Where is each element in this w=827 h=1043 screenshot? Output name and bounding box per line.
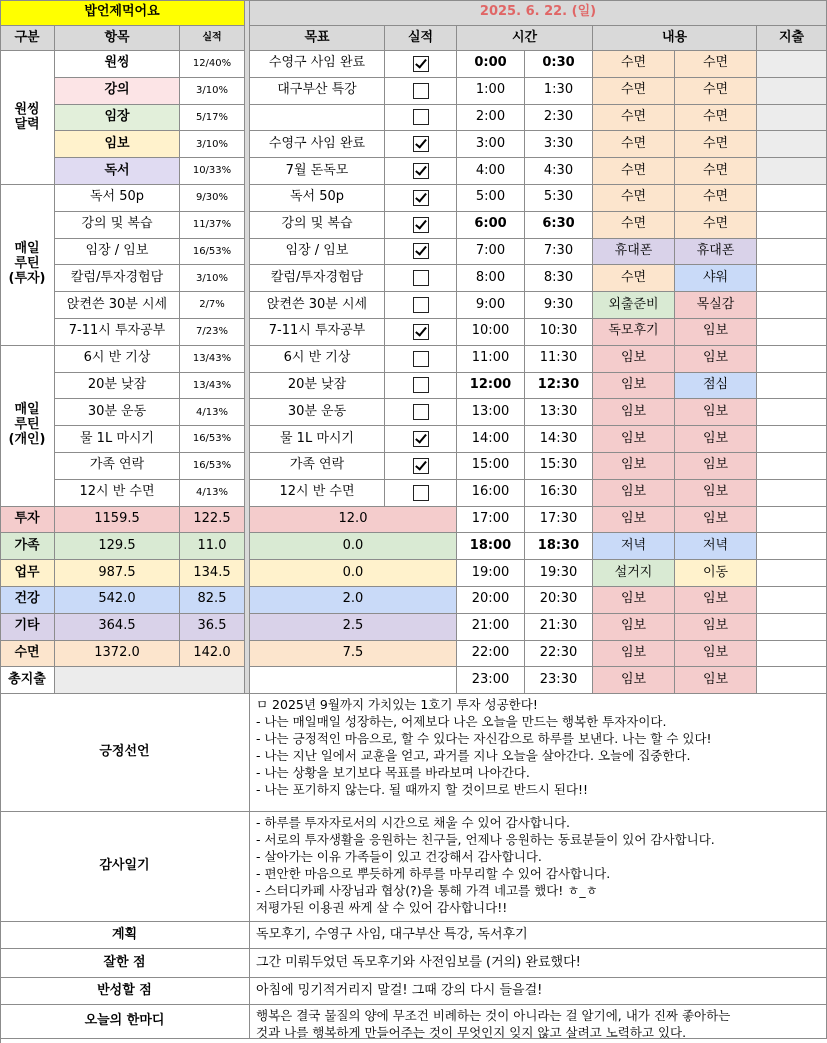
section-body (250, 812, 827, 922)
expense-cell (757, 399, 827, 426)
activity-second-half: 임보 (675, 614, 757, 641)
section-line: - 하루를 투자자로서의 시간으로 채울 수 있어 감사합니다. (256, 815, 571, 831)
item-name: 원씽 (55, 51, 180, 78)
activity-second-half: 수면 (675, 158, 757, 185)
item-name: 앉켠쓴 30분 시세 (55, 292, 180, 319)
header-expense: 지출 (757, 26, 827, 51)
total-cumulative: 1372.0 (55, 641, 180, 668)
time-end: 19:30 (525, 560, 593, 587)
total-month: 82.5 (180, 587, 245, 614)
expense-cell (757, 131, 827, 158)
activity-second-half: 수면 (675, 212, 757, 239)
expense-cell (757, 212, 827, 239)
time-start: 0:00 (457, 51, 525, 78)
time-start: 16:00 (457, 480, 525, 507)
item-progress: 12/40% (180, 51, 245, 78)
time-start: 12:00 (457, 373, 525, 400)
time-end: 0:30 (525, 51, 593, 78)
section-body (250, 694, 827, 812)
goal-text (250, 105, 385, 132)
goal-text: 임장 / 임보 (250, 239, 385, 266)
total-cumulative: 364.5 (55, 614, 180, 641)
total-expense-value (55, 667, 245, 694)
time-end: 17:30 (525, 507, 593, 534)
total-today: 2.0 (250, 587, 457, 614)
expense-cell (757, 560, 827, 587)
group-label: 원씽 달력 (0, 51, 55, 185)
time-start: 4:00 (457, 158, 525, 185)
item-progress: 2/7% (180, 292, 245, 319)
activity-first-half: 임보 (593, 426, 675, 453)
goal-checkbox[interactable] (385, 346, 457, 373)
time-end: 11:30 (525, 346, 593, 373)
activity-first-half: 수면 (593, 51, 675, 78)
item-name: 강의 (55, 78, 180, 105)
item-name: 6시 반 기상 (55, 346, 180, 373)
checkbox-icon[interactable] (413, 485, 429, 501)
item-progress: 16/53% (180, 453, 245, 480)
goal-checkbox[interactable] (385, 239, 457, 266)
time-start: 11:00 (457, 346, 525, 373)
item-name: 임장 / 임보 (55, 239, 180, 266)
total-cumulative: 1159.5 (55, 507, 180, 534)
time-end: 16:30 (525, 480, 593, 507)
header-time: 시간 (457, 26, 593, 51)
item-name: 임장 (55, 105, 180, 132)
checkbox-icon[interactable] (413, 163, 429, 179)
time-end: 12:30 (525, 373, 593, 400)
activity-second-half: 수면 (675, 78, 757, 105)
time-start: 19:00 (457, 560, 525, 587)
time-start: 1:00 (457, 78, 525, 105)
goal-checkbox[interactable] (385, 480, 457, 507)
time-end: 7:30 (525, 239, 593, 266)
activity-first-half: 외출준비 (593, 292, 675, 319)
section-line: - 나는 긍정적인 마음으로, 할 수 있다는 자신감으로 하루를 보낸다. 나는 할 수 있다! (256, 731, 712, 747)
time-start: 22:00 (457, 641, 525, 668)
goal-text: 6시 반 기상 (250, 346, 385, 373)
checkbox-icon[interactable] (413, 243, 429, 259)
total-today: 2.5 (250, 614, 457, 641)
total-today: 0.0 (250, 560, 457, 587)
activity-first-half: 임보 (593, 641, 675, 668)
goal-text: 물 1L 마시기 (250, 426, 385, 453)
section-line: - 스터디카페 사장님과 협상(?)을 통해 가격 네고를 했다! ㅎ_ㅎ (256, 883, 598, 899)
expense-cell (757, 239, 827, 266)
checkbox-icon[interactable] (413, 270, 429, 286)
item-progress: 4/13% (180, 399, 245, 426)
item-name: 임보 (55, 131, 180, 158)
section-label: 계획 (0, 922, 250, 949)
time-start: 2:00 (457, 105, 525, 132)
section-line: 행복은 결국 물질의 양에 무조건 비례하는 것이 아니라는 걸 알기에, 내가 진짜 좋아하는 (256, 1008, 731, 1024)
activity-first-half: 수면 (593, 265, 675, 292)
total-month: 142.0 (180, 641, 245, 668)
total-month: 11.0 (180, 533, 245, 560)
total-label: 건강 (0, 587, 55, 614)
section-body: 아침에 밍기적거리지 말걸! 그때 강의 다시 들을걸! (250, 978, 827, 1005)
item-name: 20분 낮잠 (55, 373, 180, 400)
goal-checkbox[interactable] (385, 158, 457, 185)
time-end: 10:30 (525, 319, 593, 346)
total-label: 업무 (0, 560, 55, 587)
item-progress: 10/33% (180, 158, 245, 185)
time-end: 9:30 (525, 292, 593, 319)
group-label: 매일 루틴 (개인) (0, 346, 55, 507)
activity-first-half: 수면 (593, 212, 675, 239)
item-name: 독서 (55, 158, 180, 185)
section-label: 긍정선언 (0, 694, 250, 812)
time-end: 21:30 (525, 614, 593, 641)
header-category: 구분 (0, 26, 55, 51)
activity-first-half: 수면 (593, 158, 675, 185)
goal-text: 앉켠쓴 30분 시세 (250, 292, 385, 319)
item-progress: 5/17% (180, 105, 245, 132)
expense-cell (757, 507, 827, 534)
time-end: 5:30 (525, 185, 593, 212)
goal-checkbox[interactable] (385, 453, 457, 480)
goal-checkbox[interactable] (385, 105, 457, 132)
time-start: 5:00 (457, 185, 525, 212)
time-start: 7:00 (457, 239, 525, 266)
expense-cell (757, 587, 827, 614)
goal-checkbox[interactable] (385, 51, 457, 78)
checkbox-icon[interactable] (413, 109, 429, 125)
activity-second-half: 임보 (675, 399, 757, 426)
time-start: 10:00 (457, 319, 525, 346)
total-month: 134.5 (180, 560, 245, 587)
header-goal: 목표 (250, 26, 385, 51)
activity-first-half: 독모후기 (593, 319, 675, 346)
activity-first-half: 수면 (593, 131, 675, 158)
total-label: 수면 (0, 641, 55, 668)
goal-checkbox[interactable] (385, 212, 457, 239)
total-today: 7.5 (250, 641, 457, 668)
total-cumulative: 129.5 (55, 533, 180, 560)
expense-cell (757, 480, 827, 507)
item-name: 7-11시 투자공부 (55, 319, 180, 346)
item-progress: 16/53% (180, 239, 245, 266)
activity-second-half: 수면 (675, 105, 757, 132)
total-today: 0.0 (250, 533, 457, 560)
expense-cell (757, 51, 827, 78)
section-line: - 서로의 투자생활을 응원하는 친구들, 언제나 응원하는 동료분들이 있어 감사합니다. (256, 832, 715, 848)
activity-second-half: 이동 (675, 560, 757, 587)
time-start: 9:00 (457, 292, 525, 319)
expense-cell (757, 641, 827, 668)
activity-first-half: 임보 (593, 480, 675, 507)
section-line: ㅁ 2025년 9월까지 가치있는 1호기 투자 성공한다! (256, 697, 538, 713)
expense-cell (757, 265, 827, 292)
total-label: 가족 (0, 533, 55, 560)
activity-first-half: 수면 (593, 78, 675, 105)
section-line: 저평가된 이용권 싸게 살 수 있어 감사합니다!! (256, 900, 508, 916)
goal-text: 가족 연락 (250, 453, 385, 480)
sheet-title: 밥언제먹어요 (0, 0, 245, 26)
item-name: 가족 연락 (55, 453, 180, 480)
activity-first-half: 임보 (593, 667, 675, 694)
expense-cell (757, 426, 827, 453)
item-name: 강의 및 복습 (55, 212, 180, 239)
goal-checkbox[interactable] (385, 399, 457, 426)
activity-first-half: 휴대폰 (593, 239, 675, 266)
checkbox-icon[interactable] (413, 56, 429, 72)
section-line: 것과 나를 행복하게 만들어주는 것이 무엇인지 잊지 않고 살려고 노력하고 있다. (256, 1025, 687, 1040)
goal-checkbox[interactable] (385, 426, 457, 453)
item-progress: 13/43% (180, 373, 245, 400)
goal-checkbox[interactable] (385, 78, 457, 105)
goal-text: 대구부산 특강 (250, 78, 385, 105)
goal-checkbox[interactable] (385, 292, 457, 319)
item-name: 물 1L 마시기 (55, 426, 180, 453)
time-end: 23:30 (525, 667, 593, 694)
activity-second-half: 임보 (675, 453, 757, 480)
item-progress: 3/10% (180, 78, 245, 105)
section-line: - 나는 매일매일 성장하는, 어제보다 나은 오늘을 만드는 행복한 투자자이다. (256, 714, 667, 730)
item-progress: 16/53% (180, 426, 245, 453)
expense-cell (757, 292, 827, 319)
expense-cell (757, 614, 827, 641)
goal-checkbox[interactable] (385, 131, 457, 158)
section-body: 독모후기, 수영구 사임, 대구부산 특강, 독서후기 (250, 922, 827, 949)
expense-cell (757, 78, 827, 105)
section-line: - 살아가는 이유 가족들이 있고 건강해서 감사합니다. (256, 849, 542, 865)
section-label: 잘한 점 (0, 949, 250, 978)
time-start: 17:00 (457, 507, 525, 534)
item-name: 12시 반 수면 (55, 480, 180, 507)
activity-first-half: 임보 (593, 507, 675, 534)
time-start: 18:00 (457, 533, 525, 560)
activity-first-half: 수면 (593, 185, 675, 212)
section-line: - 편안한 마음으로 뿌듯하게 하루를 마무리할 수 있어 감사합니다. (256, 866, 611, 882)
total-expense-empty (250, 667, 457, 694)
header-done: 실적 (385, 26, 457, 51)
activity-second-half: 임보 (675, 426, 757, 453)
total-label: 기타 (0, 614, 55, 641)
time-end: 1:30 (525, 78, 593, 105)
activity-second-half: 수면 (675, 51, 757, 78)
section-label: 오늘의 한마디 (0, 1005, 250, 1039)
checkbox-icon[interactable] (413, 324, 429, 340)
expense-cell (757, 319, 827, 346)
time-end: 20:30 (525, 587, 593, 614)
activity-first-half: 수면 (593, 105, 675, 132)
item-name: 30분 운동 (55, 399, 180, 426)
goal-text: 7-11시 투자공부 (250, 319, 385, 346)
activity-second-half: 임보 (675, 346, 757, 373)
activity-second-half: 임보 (675, 319, 757, 346)
item-name: 칼럼/투자경험담 (55, 265, 180, 292)
time-start: 20:00 (457, 587, 525, 614)
total-today: 12.0 (250, 507, 457, 534)
activity-second-half: 수면 (675, 131, 757, 158)
section-label: 감사일기 (0, 812, 250, 922)
date-header: 2025. 6. 22. (일) (250, 0, 827, 26)
time-end: 6:30 (525, 212, 593, 239)
section-line: - 나는 지난 일에서 교훈을 얻고, 과거를 지나 오늘을 살아간다. 오늘에 집중한다. (256, 748, 691, 764)
expense-cell (757, 667, 827, 694)
item-progress: 4/13% (180, 480, 245, 507)
expense-cell (757, 533, 827, 560)
header-content: 내용 (593, 26, 757, 51)
activity-second-half: 임보 (675, 480, 757, 507)
time-start: 14:00 (457, 426, 525, 453)
header-actual: 실적 (180, 26, 245, 51)
time-start: 3:00 (457, 131, 525, 158)
total-expense-label: 총지출 (0, 667, 55, 694)
checkbox-icon[interactable] (413, 136, 429, 152)
total-label: 투자 (0, 507, 55, 534)
checkbox-icon[interactable] (413, 377, 429, 393)
activity-first-half: 임보 (593, 346, 675, 373)
activity-second-half: 목실감 (675, 292, 757, 319)
goal-text: 12시 반 수면 (250, 480, 385, 507)
activity-second-half: 임보 (675, 587, 757, 614)
activity-second-half: 임보 (675, 507, 757, 534)
header-item: 항목 (55, 26, 180, 51)
goal-text: 수영구 사임 완료 (250, 131, 385, 158)
time-start: 21:00 (457, 614, 525, 641)
goal-text: 20분 낮잠 (250, 373, 385, 400)
item-progress: 9/30% (180, 185, 245, 212)
time-start: 23:00 (457, 667, 525, 694)
expense-cell (757, 346, 827, 373)
goal-text: 수영구 사임 완료 (250, 51, 385, 78)
activity-first-half: 임보 (593, 453, 675, 480)
goal-checkbox[interactable] (385, 319, 457, 346)
activity-second-half: 샤워 (675, 265, 757, 292)
time-start: 13:00 (457, 399, 525, 426)
expense-cell (757, 185, 827, 212)
time-end: 4:30 (525, 158, 593, 185)
time-start: 6:00 (457, 212, 525, 239)
goal-checkbox[interactable] (385, 185, 457, 212)
time-end: 22:30 (525, 641, 593, 668)
activity-first-half: 임보 (593, 587, 675, 614)
expense-cell (757, 158, 827, 185)
activity-first-half: 임보 (593, 614, 675, 641)
checkbox-icon[interactable] (413, 83, 429, 99)
activity-first-half: 임보 (593, 373, 675, 400)
activity-second-half: 임보 (675, 667, 757, 694)
goal-checkbox[interactable] (385, 373, 457, 400)
expense-cell (757, 453, 827, 480)
goal-checkbox[interactable] (385, 265, 457, 292)
section-body: 그간 미뤄두었던 독모후기와 사전임보를 (거의) 완료했다! (250, 949, 827, 978)
activity-second-half: 임보 (675, 641, 757, 668)
time-end: 18:30 (525, 533, 593, 560)
goal-text: 7월 돈독모 (250, 158, 385, 185)
checkbox-icon[interactable] (413, 217, 429, 233)
total-cumulative: 542.0 (55, 587, 180, 614)
item-progress: 7/23% (180, 319, 245, 346)
time-end: 3:30 (525, 131, 593, 158)
expense-cell (757, 373, 827, 400)
time-end: 15:30 (525, 453, 593, 480)
expense-cell (757, 105, 827, 132)
activity-second-half: 저녁 (675, 533, 757, 560)
section-line: - 나는 상황을 보기보다 목표를 바라보며 나아간다. (256, 765, 530, 781)
checkbox-icon[interactable] (413, 431, 429, 447)
time-start: 15:00 (457, 453, 525, 480)
time-end: 13:30 (525, 399, 593, 426)
activity-first-half: 설거지 (593, 560, 675, 587)
time-end: 14:30 (525, 426, 593, 453)
activity-first-half: 저녁 (593, 533, 675, 560)
item-name: 독서 50p (55, 185, 180, 212)
goal-text: 독서 50p (250, 185, 385, 212)
item-progress: 3/10% (180, 265, 245, 292)
checkbox-icon[interactable] (413, 404, 429, 420)
activity-first-half: 임보 (593, 399, 675, 426)
checkbox-icon[interactable] (413, 190, 429, 206)
checkbox-icon[interactable] (413, 297, 429, 313)
total-cumulative: 987.5 (55, 560, 180, 587)
goal-text: 강의 및 복습 (250, 212, 385, 239)
section-label: 반성할 점 (0, 978, 250, 1005)
checkbox-icon[interactable] (413, 458, 429, 474)
goal-text: 칼럼/투자경험담 (250, 265, 385, 292)
time-end: 8:30 (525, 265, 593, 292)
activity-second-half: 수면 (675, 185, 757, 212)
item-progress: 13/43% (180, 346, 245, 373)
section-line: - 나는 포기하지 않는다. 될 때까지 할 것이므로 반드시 된다!! (256, 782, 588, 798)
activity-second-half: 점심 (675, 373, 757, 400)
group-label: 매일 루틴 (투자) (0, 185, 55, 346)
item-progress: 3/10% (180, 131, 245, 158)
time-start: 8:00 (457, 265, 525, 292)
activity-second-half: 휴대폰 (675, 239, 757, 266)
goal-text: 30분 운동 (250, 399, 385, 426)
time-end: 2:30 (525, 105, 593, 132)
section-body (250, 1005, 827, 1039)
checkbox-icon[interactable] (413, 351, 429, 367)
total-month: 36.5 (180, 614, 245, 641)
item-progress: 11/37% (180, 212, 245, 239)
total-month: 122.5 (180, 507, 245, 534)
